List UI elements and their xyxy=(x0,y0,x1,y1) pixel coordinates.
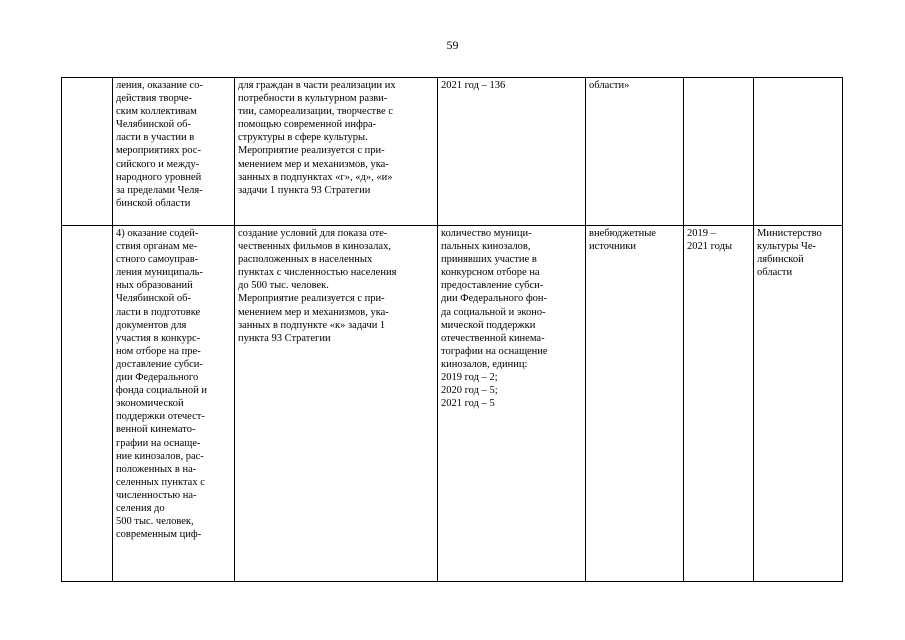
indicator-cell xyxy=(438,78,586,226)
cell-text-line: дии Федерального фон- xyxy=(441,293,548,305)
measure-name-cell xyxy=(113,78,235,226)
cell-text-line: бинской области xyxy=(116,197,191,209)
cell-text-line: документов для xyxy=(116,319,187,331)
cell-text-line: лябинской xyxy=(757,254,804,266)
cell-text-line: 2020 год – 5; xyxy=(441,385,498,397)
row-number-cell xyxy=(62,226,113,582)
executor-cell xyxy=(754,78,843,226)
cell-text-line: Челябинской об- xyxy=(116,293,191,305)
period-cell xyxy=(684,78,754,226)
cell-text-line: ления муниципаль- xyxy=(116,267,203,279)
cell-text-line: пункта 93 Стратегии xyxy=(238,332,331,344)
cell-text-line: численностью на- xyxy=(116,489,197,501)
cell-text-line: потребности в культурном разви- xyxy=(238,93,388,105)
cell-text-line: Мероприятие реализуется с при- xyxy=(238,145,385,157)
cell-text-line: внебюджетные xyxy=(589,228,656,239)
cell-text-line: 2021 год – 136 xyxy=(441,80,506,91)
cell-text-line: сийского и между- xyxy=(116,158,200,170)
cell-text-line: ном отборе на пре- xyxy=(116,345,201,357)
cell-text-line: мической поддержки xyxy=(441,319,536,331)
cell-text-line: пунктах с численностью населения xyxy=(238,267,397,279)
cell-text-line: ласти в участии в xyxy=(116,132,195,144)
funding-source-cell xyxy=(586,78,684,226)
executor-cell xyxy=(754,226,843,582)
cell-text-line: отечественной кинема- xyxy=(441,332,545,344)
cell-text-line: народного уровней xyxy=(116,171,202,183)
cell-text-line: экономической xyxy=(116,398,184,410)
cell-text-line: графии на оснаще- xyxy=(116,437,201,449)
cell-text-line: Челябинской об- xyxy=(116,119,191,131)
cell-text-line: современным циф- xyxy=(116,529,202,541)
cell-text-line: мероприятиях рос- xyxy=(116,145,201,157)
cell-text-line: положенных в на- xyxy=(116,463,197,475)
cell-text-line: ления, оказание со- xyxy=(116,80,203,91)
cell-text-line: да социальной и эконо- xyxy=(441,306,546,318)
expected-result-cell xyxy=(235,226,438,582)
cell-text-line: 500 тыс. человек, xyxy=(116,516,194,528)
cell-text-line: 2021 год – 5 xyxy=(441,398,495,410)
cell-text-line: расположенных в населенных xyxy=(238,254,373,266)
cell-text-line: создание условий для показа оте- xyxy=(238,228,388,239)
row-number-cell xyxy=(62,78,113,226)
cell-text-line: 2019 год – 2; xyxy=(441,372,498,384)
measures-table xyxy=(61,77,843,582)
cell-text-line: венной кинемато- xyxy=(116,424,196,436)
cell-text-line: дии Федерального xyxy=(116,372,199,384)
cell-text-line: тографии на оснащение xyxy=(441,345,548,357)
cell-text-line: тии, самореализации, творчестве с xyxy=(238,106,393,118)
cell-text-line: Министерство xyxy=(757,228,822,239)
measure-name-cell xyxy=(113,226,235,582)
cell-text-line: менением мер и механизмов, ука- xyxy=(238,306,389,318)
cell-text-line: поддержки отечест- xyxy=(116,411,205,423)
cell-text-line: занных в подпункте «к» задачи 1 xyxy=(238,319,386,331)
cell-text-line: до 500 тыс. человек. xyxy=(238,280,329,292)
cell-text-line: конкурсном отборе на xyxy=(441,267,540,279)
cell-text-line: кинозалов, единиц: xyxy=(441,358,528,370)
cell-text-line: фонда социальной и xyxy=(116,385,207,397)
cell-text-line: действия творче- xyxy=(116,93,193,105)
cell-text-line: предоставление субси- xyxy=(441,280,544,292)
cell-text-line: ных образований xyxy=(116,280,193,292)
cell-text-line: структуры в сфере культуры. xyxy=(238,132,368,144)
cell-text-line: количество муници- xyxy=(441,228,532,239)
cell-text-line: задачи 1 пункта 93 Стратегии xyxy=(238,184,371,196)
cell-text-line: за пределами Челя- xyxy=(116,184,203,196)
funding-source-cell xyxy=(586,226,684,582)
cell-text-line: занных в подпунктах «г», «д», «и» xyxy=(238,171,393,183)
cell-text-line: ласти в подготовке xyxy=(116,306,201,318)
cell-text-line: принявших участие в xyxy=(441,254,537,266)
page-number: 59 xyxy=(446,38,459,52)
cell-text-line: для граждан в части реализации их xyxy=(238,80,396,91)
table-row xyxy=(62,78,843,226)
cell-text-line: селения до xyxy=(116,502,165,514)
period-cell xyxy=(684,226,754,582)
cell-text-line: 2021 годы xyxy=(687,241,733,253)
cell-text-line: пальных кинозалов, xyxy=(441,241,531,253)
cell-text-line: ским коллективам xyxy=(116,106,197,118)
cell-text-line: области» xyxy=(589,80,630,91)
cell-text-line: области xyxy=(757,267,793,279)
cell-text-line: культуры Че- xyxy=(757,241,816,253)
cell-text-line: 2019 – xyxy=(687,228,716,239)
cell-text-line: доставление субси- xyxy=(116,358,203,370)
table-row xyxy=(62,226,843,582)
cell-text-line: 4) оказание содей- xyxy=(116,228,199,239)
cell-text-line: ние кинозалов, рас- xyxy=(116,450,204,462)
cell-text-line: чественных фильмов в кинозалах, xyxy=(238,241,391,253)
expected-result-cell xyxy=(235,78,438,226)
cell-text-line: помощью современной инфра- xyxy=(238,119,377,131)
cell-text-line: селенных пунктах с xyxy=(116,476,205,488)
cell-text-line: стного самоуправ- xyxy=(116,254,199,266)
cell-text-line: Мероприятие реализуется с при- xyxy=(238,293,385,305)
cell-text-line: ствия органам ме- xyxy=(116,241,198,253)
cell-text-line: участия в конкурс- xyxy=(116,332,201,344)
cell-text-line: менением мер и механизмов, ука- xyxy=(238,158,389,170)
cell-text-line: источники xyxy=(589,241,636,253)
indicator-cell xyxy=(438,226,586,582)
